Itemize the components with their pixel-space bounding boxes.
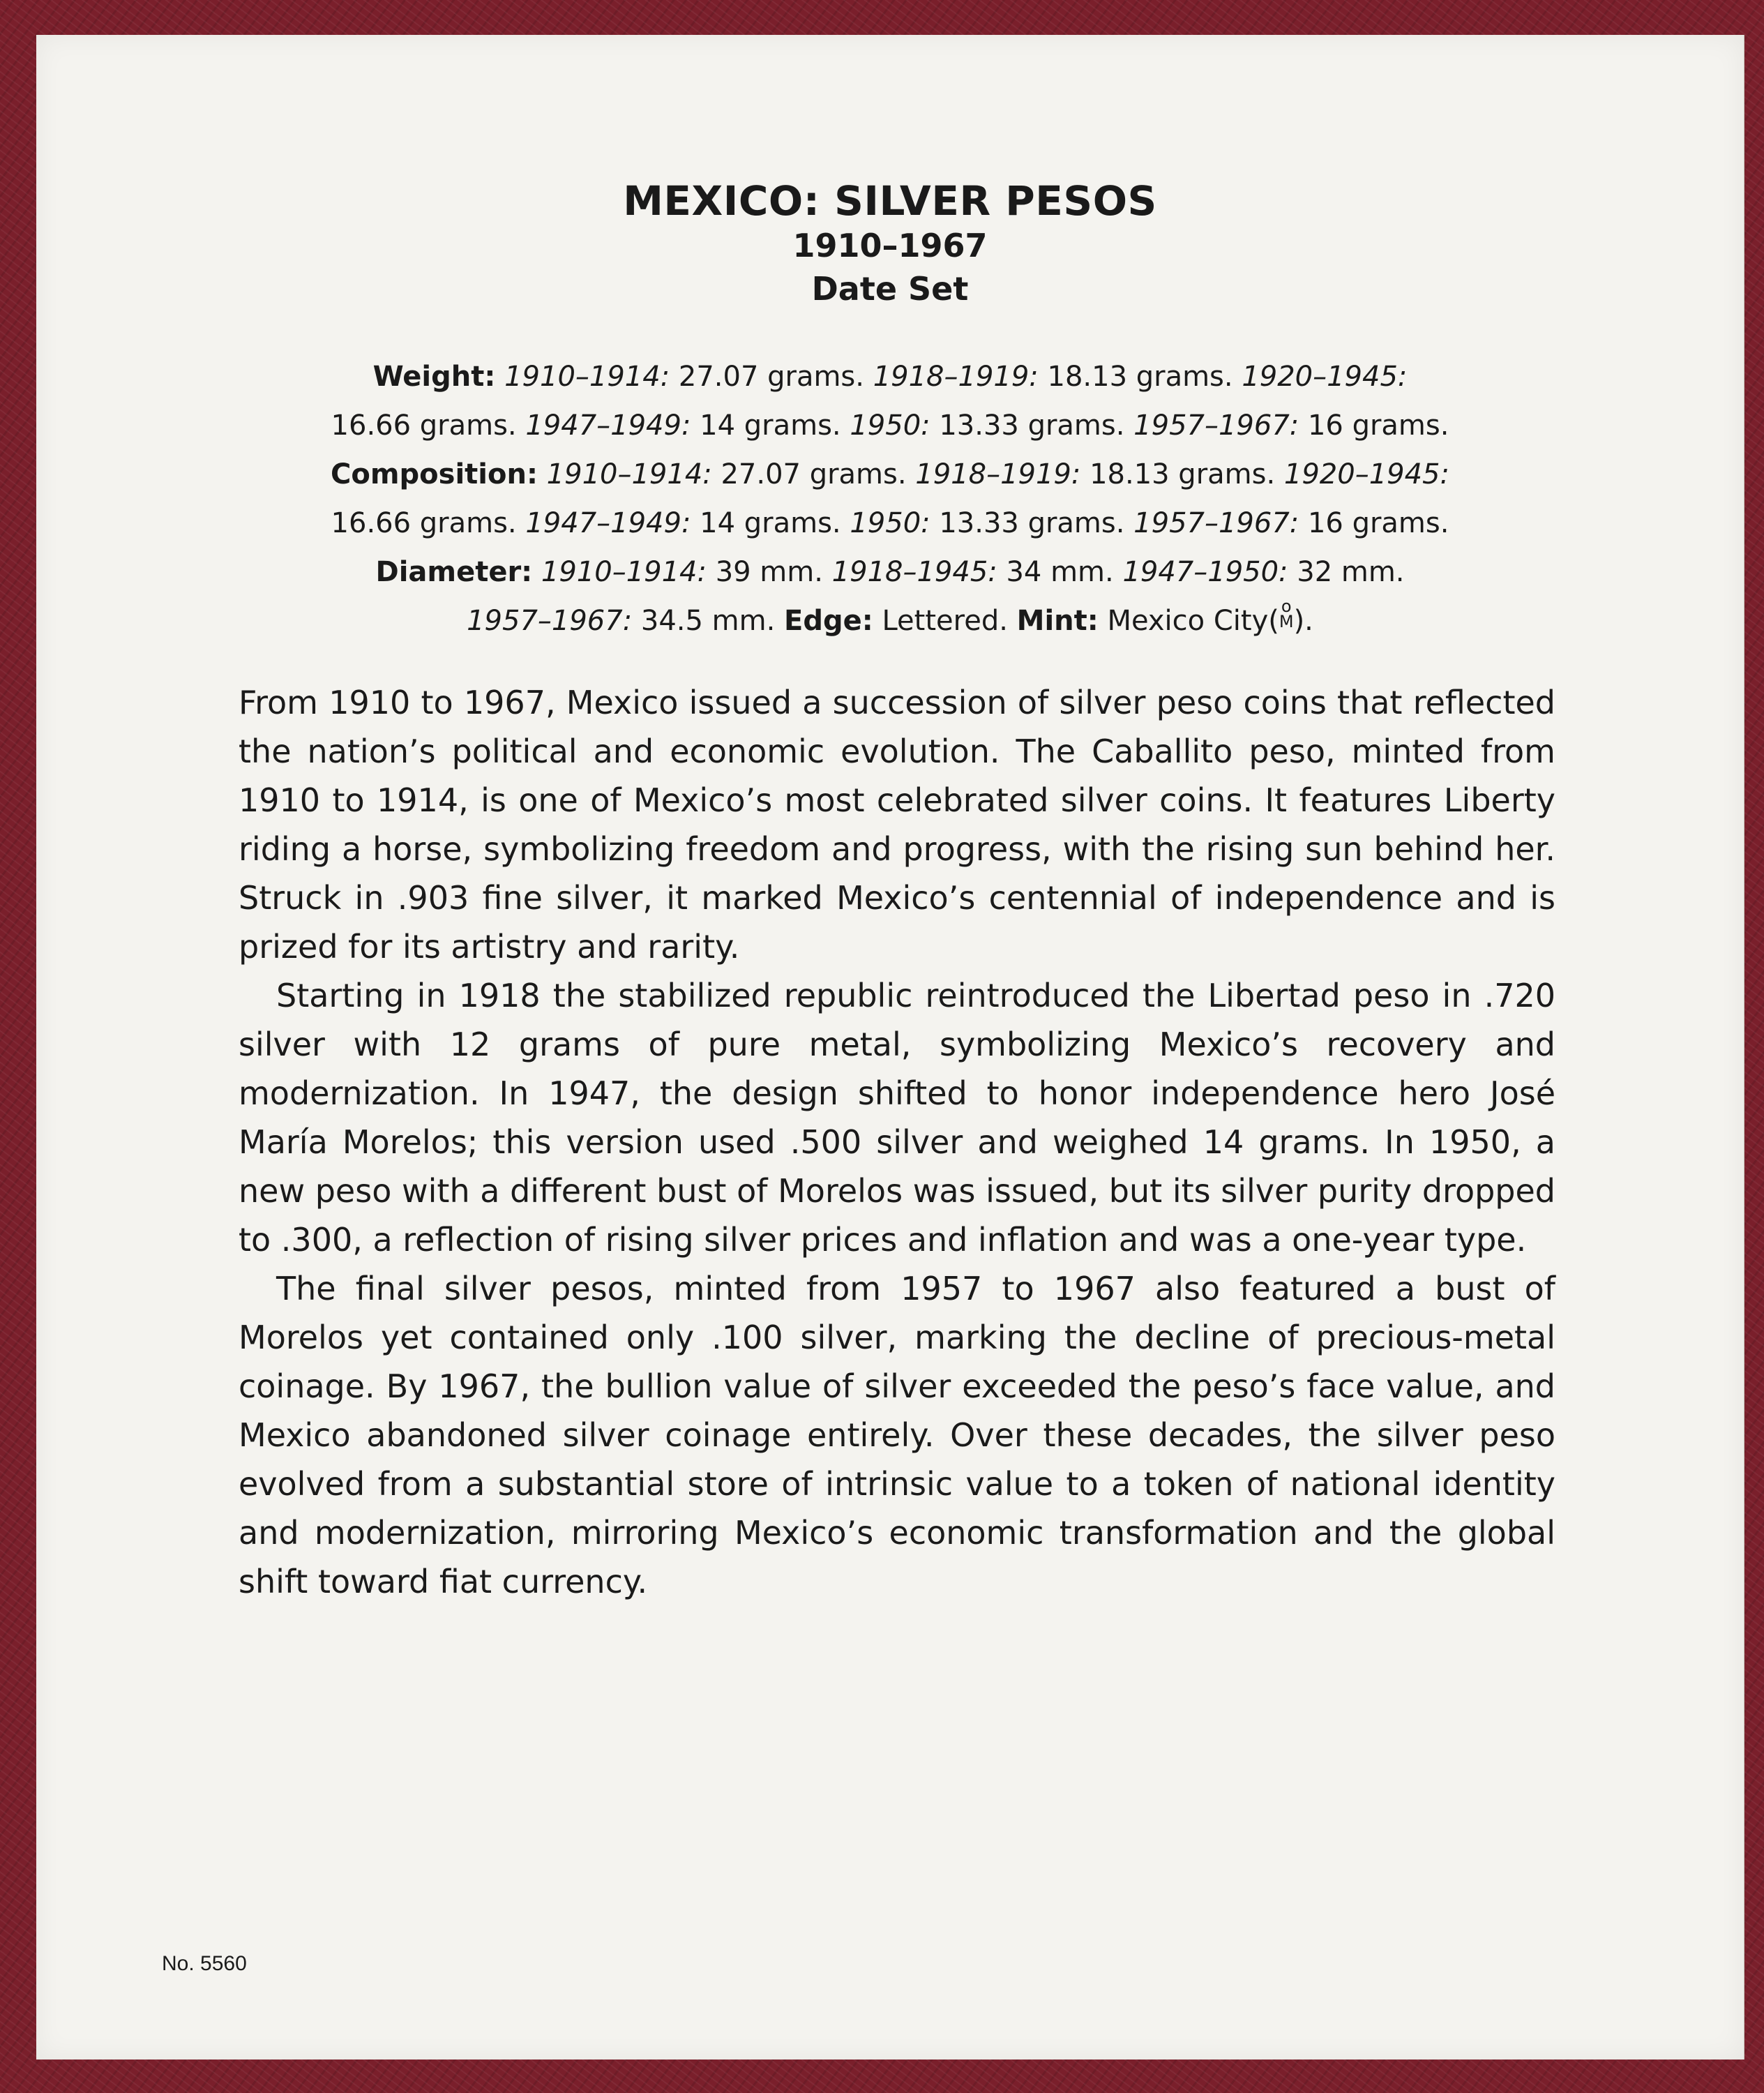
album-page bbox=[36, 35, 1744, 2060]
weight-value: 18.13 grams. bbox=[1047, 361, 1233, 393]
mintmark-open-paren: ( bbox=[1268, 605, 1279, 637]
composition-range: 1918–1919: bbox=[915, 458, 1081, 490]
weight-value: 16.66 grams. bbox=[331, 410, 517, 442]
composition-label: Composition: bbox=[331, 458, 538, 490]
composition-range: 1910–1914: bbox=[546, 458, 712, 490]
set-type: Date Set bbox=[811, 270, 969, 308]
weight-range: 1918–1919: bbox=[873, 361, 1039, 393]
diameter-value: 34.5 mm. bbox=[640, 605, 776, 637]
composition-value: 16.66 grams. bbox=[331, 507, 517, 539]
composition-range: 1957–1967: bbox=[1133, 507, 1299, 539]
history-text bbox=[239, 678, 1555, 1606]
weight-range: 1950: bbox=[850, 410, 930, 442]
diameter-line-2 bbox=[246, 597, 1535, 645]
mintmark-glyph bbox=[1279, 599, 1294, 629]
weight-range: 1947–1949: bbox=[525, 410, 691, 442]
composition-line-1 bbox=[246, 450, 1535, 499]
weight-value: 13.33 grams. bbox=[939, 410, 1125, 442]
diameter-line-1 bbox=[246, 548, 1535, 597]
weight-line-1 bbox=[246, 352, 1535, 401]
diameter-value: 39 mm. bbox=[715, 556, 823, 588]
history-paragraph-1: From 1910 to 1967, Mexico issued a succession of silver peso coins that reflected the nation’s political and economic evolution. The Caballito peso, minted from 1910 to 1914, is one of Mexico’s most celebrated silver coins. It features Liberty riding a horse, symbolizing freedom and progress, with the rising sun behind her. Struck in .903 fine silver, it marked Mexico’s centennial of independence and is prized for its artistry and rarity. bbox=[239, 684, 1555, 966]
coin-specifications bbox=[246, 352, 1535, 645]
composition-value: 14 grams. bbox=[700, 507, 841, 539]
composition-line-2 bbox=[246, 499, 1535, 548]
weight-line-2 bbox=[246, 401, 1535, 450]
mint-value: Mexico City bbox=[1107, 605, 1269, 637]
edge-value: Lettered. bbox=[882, 605, 1008, 637]
composition-value: 27.07 grams. bbox=[721, 458, 907, 490]
composition-value: 18.13 grams. bbox=[1090, 458, 1276, 490]
diameter-range: 1957–1967: bbox=[467, 605, 633, 637]
mint-close: ). bbox=[1293, 605, 1313, 637]
diameter-range: 1910–1914: bbox=[541, 556, 707, 588]
composition-range: 1947–1949: bbox=[525, 507, 691, 539]
history-paragraph-3: The final silver pesos, minted from 1957 to 1967 also featured a bust of Morelos yet contained only .100 silver, marking the decline of precious-metal coinage. By 1967, the bullion value of silver exceeded the peso’s face value, and Mexico abandoned silver coinage entirely. Over these decades, the silver peso evolved from a substantial store of intrinsic value to a token of national identity and modernization, mirroring Mexico’s economic transformation and the global shift toward fiat currency. bbox=[239, 1270, 1555, 1600]
diameter-value: 34 mm. bbox=[1006, 556, 1114, 588]
weight-value: 27.07 grams. bbox=[678, 361, 864, 393]
weight-range: 1920–1945: bbox=[1242, 361, 1408, 393]
composition-value: 13.33 grams. bbox=[939, 507, 1125, 539]
diameter-range: 1918–1945: bbox=[831, 556, 997, 588]
composition-range: 1950: bbox=[850, 507, 930, 539]
composition-range: 1920–1945: bbox=[1283, 458, 1449, 490]
diameter-label: Diameter: bbox=[375, 556, 533, 588]
mintmark-bottom: M bbox=[1279, 612, 1294, 631]
page-title: MEXICO: SILVER PESOS bbox=[623, 177, 1157, 225]
weight-range: 1910–1914: bbox=[504, 361, 670, 393]
mint-label: Mint: bbox=[1016, 605, 1099, 637]
catalog-number: No. 5560 bbox=[162, 1952, 247, 1975]
mintmark-top: o bbox=[1281, 597, 1292, 616]
page-header bbox=[36, 178, 1744, 310]
weight-value: 16 grams. bbox=[1307, 410, 1449, 442]
weight-label: Weight: bbox=[372, 361, 496, 393]
weight-value: 14 grams. bbox=[700, 410, 841, 442]
year-range: 1910–1967 bbox=[792, 227, 988, 264]
composition-value: 16 grams. bbox=[1307, 507, 1449, 539]
diameter-value: 32 mm. bbox=[1297, 556, 1405, 588]
diameter-range: 1947–1950: bbox=[1122, 556, 1288, 588]
edge-label: Edge: bbox=[784, 605, 873, 637]
history-paragraph-2: Starting in 1918 the stabilized republic reintroduced the Libertad peso in .720 silver with 12 grams of pure metal, symbolizing Mexico’s recovery and modernization. In 1947, the design shifted to honor independence hero José María Morelos; this version used .500 silver and weighed 14 grams. In 1950, a new peso with a different bust of Morelos was issued, but its silver purity dropped to .300, a reflection of rising silver prices and inflation and was a one-year type. bbox=[239, 977, 1555, 1259]
weight-range: 1957–1967: bbox=[1133, 410, 1299, 442]
